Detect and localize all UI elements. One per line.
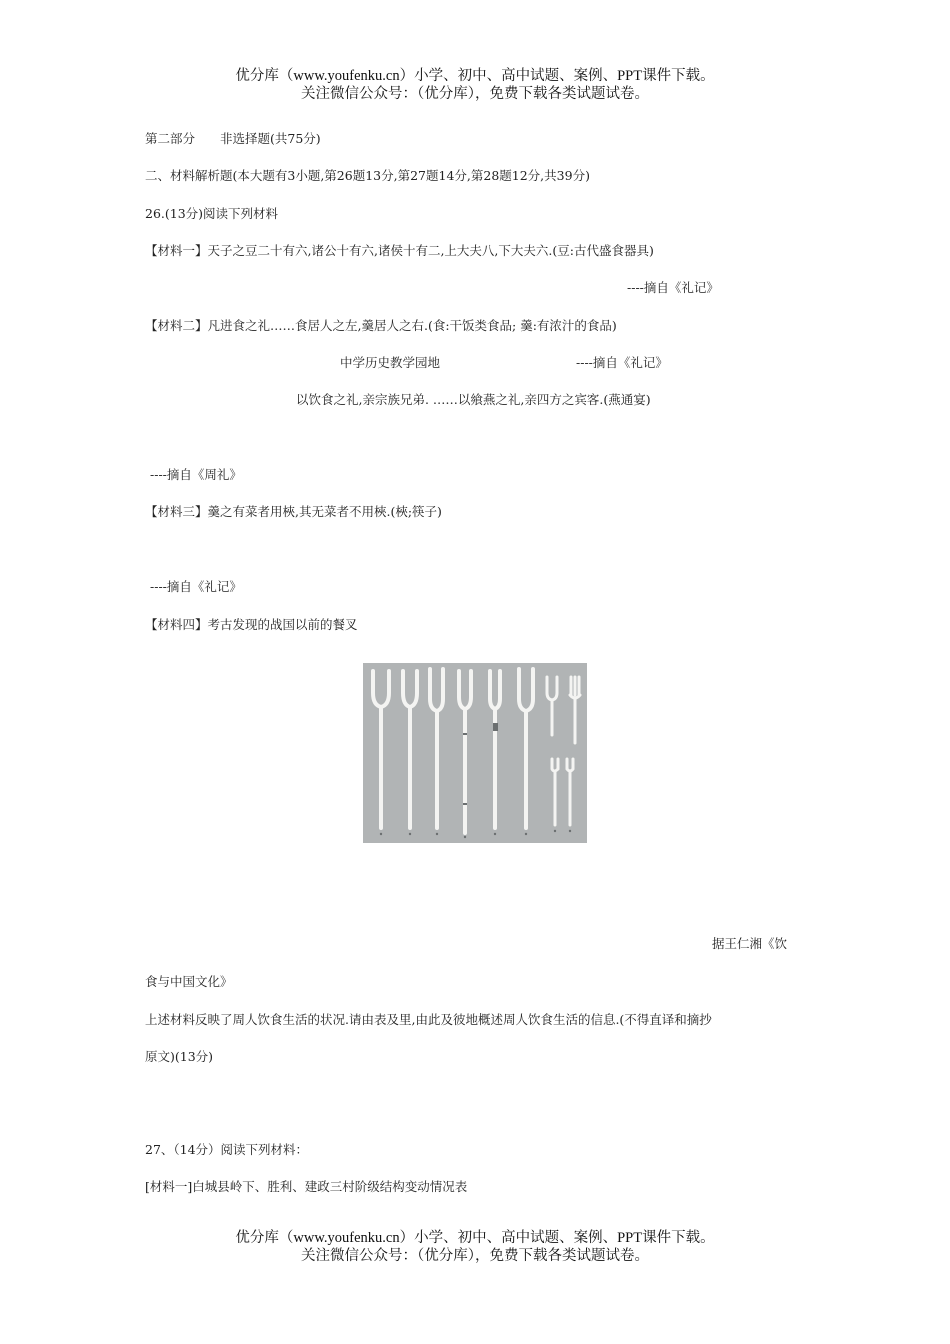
header-line-2: 关注微信公众号：（优分库），免费下载各类试题试卷。: [301, 86, 649, 102]
section-title: 二、材料解析题(本大题有3小题,第26题13分,第27题14分,第28题12分,共39分): [145, 168, 590, 183]
q26-material-2-b: 以饮食之礼,亲宗族兄弟. ……以飨燕之礼,亲四方之宾客.(燕通宴): [296, 392, 651, 407]
q26-material-2-note: 中学历史教学园地: [340, 355, 441, 370]
ancient-forks-image: [363, 663, 587, 843]
q26-material-2: 【材料二】凡进食之礼……食居人之左,羹居人之右.(食:干饭类食品; 羹:有浓汁的食品): [145, 318, 617, 333]
forks-illustration: [363, 663, 587, 843]
q26-material-1: 【材料一】天子之豆二十有六,诸公十有六,诸侯十有二,上大夫八,下大夫六.(豆:古代盛食器具): [145, 243, 654, 258]
q26-material-2-source: ----摘自《礼记》: [576, 355, 668, 370]
q26-material-2-b-source: ----摘自《周礼》: [150, 467, 242, 482]
footer-line-2: 关注微信公众号：（优分库），免费下载各类试题试卷。: [301, 1248, 649, 1264]
q26-material-3-source: ----摘自《礼记》: [150, 579, 242, 594]
q26-question-a: 上述材料反映了周人饮食生活的状况.请由表及里,由此及彼地概述周人饮食生活的信息.(不得直译和摘抄: [145, 1012, 712, 1027]
q26-material-1-source: ----摘自《礼记》: [627, 280, 719, 295]
footer-line-1: 优分库（www.youfenku.cn）小学、初中、高中试题、案例、PPT课件下载。: [235, 1230, 715, 1246]
q26-title: 26.(13分)阅读下列材料: [145, 206, 279, 221]
q27-material-1: [材料一]白城县岭下、胜利、建政三村阶级结构变动情况表: [145, 1179, 468, 1194]
q26-material-4-source-b: 食与中国文化》: [145, 974, 233, 989]
part-title: 第二部分 非选择题(共75分): [145, 131, 321, 146]
q26-material-3: 【材料三】羹之有菜者用梜,其无菜者不用梜.(梜;筷子): [145, 504, 442, 519]
header-line-1: 优分库（www.youfenku.cn）小学、初中、高中试题、案例、PPT课件下载。: [235, 68, 715, 84]
q26-material-4-source-a: 据王仁湘《饮: [712, 936, 788, 951]
q26-question-b: 原文)(13分): [145, 1049, 214, 1064]
q27-title: 27、（14分）阅读下列材料：: [145, 1142, 309, 1157]
q26-material-4: 【材料四】考古发现的战国以前的餐叉: [145, 617, 358, 632]
